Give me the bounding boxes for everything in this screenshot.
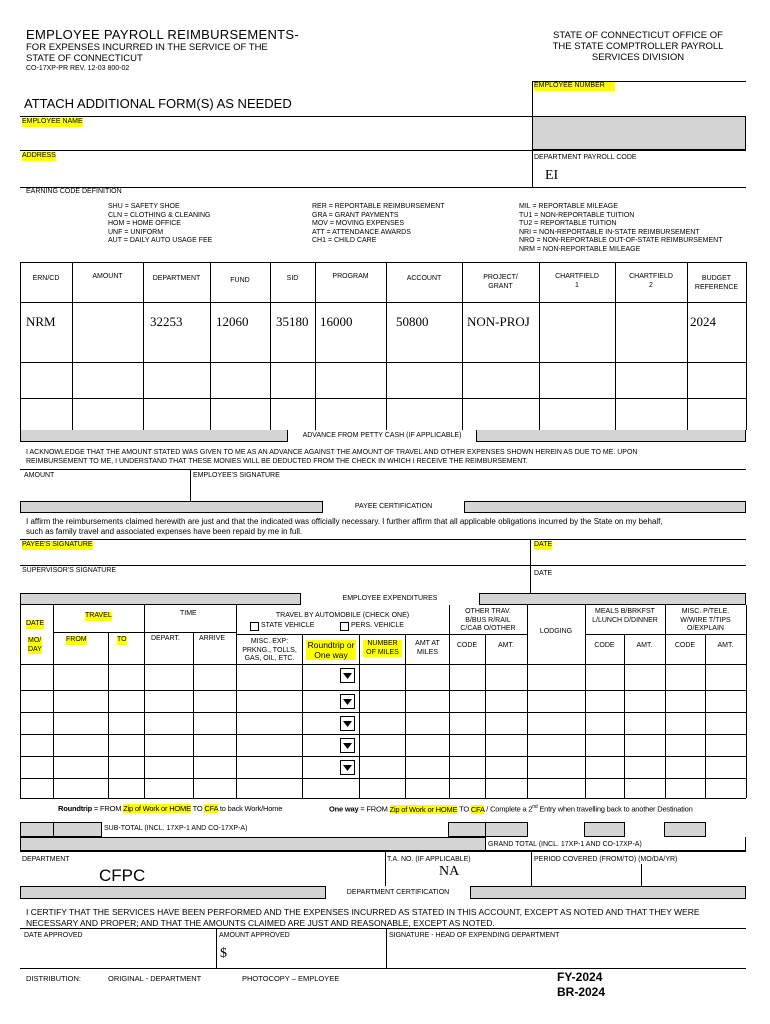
code-def: ATT = ATTENDANCE AWARDS: [312, 228, 411, 236]
misc-exp-header: MISC. EXP: PRKNG., TOLLS, GAS, OIL, ETC.: [242, 638, 297, 662]
chevron-down-icon: [343, 743, 352, 749]
other-amt-header: AMT.: [498, 642, 514, 649]
col-amount: AMOUNT: [92, 273, 123, 280]
office-line-1: STATE OF CONNECTICUT OFFICE OF: [553, 30, 723, 41]
subtotal-label: SUB-TOTAL (INCL. 17XP-1 AND CO-17XP-A): [104, 825, 248, 832]
auto-travel-header: TRAVEL BY AUTOMOBILE (CHECK ONE): [275, 612, 410, 619]
amount-approved-label: AMOUNT APPROVED: [219, 932, 290, 939]
travel-header: TRAVEL: [85, 612, 112, 619]
form-id: CO-17XP-PR REV. 12-03 800-02: [26, 65, 130, 72]
oneway-note-sup: nd: [532, 804, 538, 810]
col-chartfield-1: CHARTFIELD 1: [555, 273, 599, 289]
signature-head-label: SIGNATURE - HEAD OF EXPENDING DEPARTMENT: [389, 932, 560, 939]
photocopy-employee: PHOTOCOPY – EMPLOYEE: [242, 974, 340, 983]
earning-codes-col2: [312, 203, 445, 246]
col-budget-reference: BUDGET REFERENCE: [694, 275, 739, 291]
code-def: TU1 = NON-REPORTABLE TUITION: [519, 211, 635, 219]
meals-code-header: CODE: [594, 642, 615, 649]
oneway-note-g: Entry when travelling back to another Destination: [537, 804, 693, 814]
oneway-note-d: TO: [457, 804, 471, 814]
dept-cert-label: DEPARTMENT CERTIFICATION: [325, 886, 471, 899]
employee-name-label: EMPLOYEE NAME: [22, 118, 83, 125]
mo-day-header: MO/ DAY: [28, 637, 42, 653]
pers-vehicle-label: PERS. VEHICLE: [351, 622, 404, 629]
amt-at-miles-header: AMT AT MILES: [415, 640, 440, 656]
payee-signature-label: PAYEE'S SIGNATURE: [22, 541, 93, 548]
code-def: RER = REPORTABLE REIMBURSEMENT: [312, 203, 445, 210]
oneway-note-c: Zip of Work or HOME: [389, 804, 458, 814]
oneway-note-f: / Complete a 2: [484, 804, 533, 814]
program-value[interactable]: 16000: [320, 314, 353, 329]
roundtrip-oneway-header: Roundtrip or One way: [307, 640, 355, 660]
earning-code-label: EARNING CODE DEFINITION: [26, 188, 122, 195]
ack-line-1: I ACKNOWLEDGE THAT THE AMOUNT STATED WAS GIVEN TO ME AS AN ADVANCE AGAINST THE AMOUNT OF TRAVEL AND OTHER EXPENSES SHOWN HEREIN AS DUE TO ME. UPON: [26, 449, 638, 456]
form-title: EMPLOYEE PAYROLL REIMBURSEMENTS-: [26, 27, 300, 42]
col-sid: SID: [286, 275, 299, 282]
code-def: MIL = REPORTABLE MILEAGE: [519, 203, 618, 210]
roundtrip-note-f: to back Work/Home: [218, 804, 283, 813]
office-line-3: SERVICES DIVISION: [591, 52, 685, 63]
state-vehicle-label: STATE VEHICLE: [261, 622, 315, 629]
petty-cash-label: ADVANCE FROM PETTY CASH (IF APPLICABLE): [287, 430, 477, 442]
fund-value[interactable]: 12060: [216, 314, 249, 329]
col-fund: FUND: [230, 277, 250, 284]
payee-line-1: I affirm the reimbursements claimed herewith are just and that the indicated was officially necessary. I further affirm that all applicable obligations incurred by the State on my behalf,: [26, 517, 663, 526]
project-value[interactable]: NON-PROJ: [467, 314, 530, 329]
employee-number-label: EMPLOYEE NUMBER: [534, 82, 615, 91]
dept-payroll-code-value[interactable]: EI: [545, 168, 559, 183]
chevron-down-icon: [343, 699, 352, 705]
code-def: MOV = MOVING EXPENSES: [312, 220, 404, 227]
employee-name-shaded-field[interactable]: [532, 116, 746, 150]
col-department: DEPARTMENT: [152, 275, 201, 282]
department-label: DEPARTMENT: [22, 856, 70, 863]
code-def: CH1 = CHILD CARE: [312, 237, 377, 244]
code-def: UNF = UNIFORM: [108, 228, 164, 236]
ack-line-2: REIMBURSEMENT TO ME, I UNDERSTAND THAT THESE MONIES WILL BE DEDUCTED FROM THE CHECK IN WHICH I RECEIVE THE REIMBURSEMENT.: [26, 457, 528, 465]
meals-amt-header: AMT.: [636, 642, 653, 649]
roundtrip-oneway-dropdown[interactable]: [340, 716, 355, 731]
chevron-down-icon: [343, 721, 352, 727]
col-account: ACCOUNT: [406, 275, 442, 282]
col-ern-cd: ERN/CD: [32, 275, 60, 282]
grand-total-label: GRAND TOTAL (INCL. 17XP-1 AND CO-17XP-A): [488, 841, 642, 848]
state-vehicle-checkbox[interactable]: [250, 622, 259, 631]
chevron-down-icon: [343, 673, 352, 679]
roundtrip-oneway-dropdown[interactable]: [340, 694, 355, 709]
attach-note: ATTACH ADDITIONAL FORM(S) AS NEEDED: [24, 96, 292, 111]
cert-line-2: NECESSARY AND PROPER; AND THAT THE AMOUNTS CLAIMED ARE JUST AND REASONABLE, EXCEPT AS NOTED.: [26, 917, 495, 928]
time-header: TIME: [180, 610, 197, 617]
earning-codes-col1: [108, 203, 212, 246]
other-trav-header: OTHER TRAV. B/BUS R/RAIL C/CAB O/OTHER: [460, 608, 516, 632]
code-def: GRA = GRANT PAYMENTS: [312, 211, 399, 219]
roundtrip-note-e: CFA: [204, 804, 218, 813]
code-def: TU2 = REPORTABLE TUITION: [519, 220, 617, 227]
office-line-2: THE STATE COMPTROLLER PAYROLL: [552, 41, 724, 52]
budget-ref-value[interactable]: 2024: [690, 314, 716, 329]
department-value[interactable]: 32253: [150, 314, 183, 329]
code-def: HOM = HOME OFFICE: [108, 220, 181, 227]
roundtrip-oneway-dropdown[interactable]: [340, 738, 355, 753]
misc-code-header: CODE: [674, 642, 696, 649]
dept-payroll-code-label: DEPARTMENT PAYROLL CODE: [534, 154, 637, 161]
number-of-miles-header: NUMBER OF MILES: [363, 640, 402, 657]
code-def: AUT = DAILY AUTO USAGE FEE: [108, 237, 213, 244]
oneway-note-e: CFA: [470, 804, 485, 814]
lodging-header: LODGING: [539, 628, 573, 635]
supervisor-signature-label: SUPERVISOR'S SIGNATURE: [22, 567, 117, 574]
sid-value[interactable]: 35180: [276, 314, 309, 329]
date-approved-label: DATE APPROVED: [24, 932, 83, 939]
employee-signature-label: EMPLOYEE'S SIGNATURE: [193, 472, 280, 479]
depart-header: DEPART.: [151, 635, 180, 642]
supervisor-date-label: DATE: [534, 570, 553, 577]
br-label: BR-2024: [557, 985, 606, 999]
oneway-note-a: One way: [329, 804, 359, 814]
roundtrip-note-d: TO: [190, 804, 205, 813]
code-def: SHU = SAFETY SHOE: [108, 203, 180, 210]
date-header: DATE: [26, 620, 45, 627]
roundtrip-oneway-dropdown[interactable]: [340, 760, 355, 775]
original-department: ORIGINAL - DEPARTMENT: [108, 974, 202, 983]
earning-codes-col3: [519, 203, 722, 254]
ern-cd-value[interactable]: NRM: [26, 314, 56, 329]
col-chartfield-2: CHARTFIELD 2: [629, 273, 673, 289]
payee-cert-label: PAYEE CERTIFICATION: [322, 501, 465, 513]
roundtrip-note-b: = FROM: [92, 804, 124, 813]
to-header: TO: [117, 636, 127, 643]
form-subtitle: FOR EXPENSES INCURRED IN THE SERVICE OF THE: [26, 42, 268, 53]
meals-header: MEALS B/BRKFST L/LUNCH D/DINNER: [592, 608, 658, 624]
expenditures-label: EMPLOYEE EXPENDITURES: [300, 593, 480, 605]
misc-ptele-header: MISC. P/TELE. W/WIRE T/TIPS O/EXPLAIN: [680, 608, 731, 632]
other-code-header: CODE: [456, 642, 478, 649]
payee-text: [26, 517, 746, 537]
roundtrip-note-c: Zip of Work or HOME: [123, 804, 191, 813]
roundtrip-oneway-dropdown[interactable]: [340, 668, 355, 683]
code-def: NRM = NON-REPORTABLE MILEAGE: [519, 245, 641, 253]
pers-vehicle-checkbox[interactable]: [340, 622, 349, 631]
misc-amt-header: AMT.: [717, 642, 734, 649]
arrive-header: ARRIVE: [199, 635, 226, 642]
petty-cash-ack: [26, 449, 746, 466]
form-subtitle-2: STATE OF CONNECTICUT: [26, 53, 143, 64]
chevron-down-icon: [343, 765, 352, 771]
amount-approved-symbol[interactable]: $: [220, 946, 227, 961]
distribution-label: DISTRIBUTION:: [26, 974, 82, 983]
col-program: PROGRAM: [332, 273, 369, 280]
code-def: NRO = NON-REPORTABLE OUT-OF-STATE REIMBURSEMENT: [519, 237, 723, 244]
col-project-grant: PROJECT/ GRANT: [483, 274, 518, 290]
cert-text: [26, 907, 746, 928]
ta-no-value[interactable]: NA: [439, 864, 460, 879]
period-covered-label: PERIOD COVERED (FROM/TO) (MO/DA/YR): [534, 856, 678, 863]
oneway-note-b: = FROM: [358, 804, 390, 814]
roundtrip-note: [58, 804, 282, 813]
petty-amount-label: AMOUNT: [24, 472, 55, 479]
oneway-note: [329, 804, 693, 814]
fy-label: FY-2024: [557, 970, 603, 984]
roundtrip-note-a: Roundtrip: [58, 804, 93, 813]
cert-line-1: I CERTIFY THAT THE SERVICES HAVE BEEN PERFORMED AND THE EXPENSES INCURRED AS STATED IN THIS ACCOUNT, EXCEPT AS NOTED AND THAT THEY WERE: [26, 907, 700, 917]
payee-date-label: DATE: [534, 541, 553, 548]
account-value[interactable]: 50800: [396, 314, 429, 329]
code-def: CLN = CLOTHING & CLEANING: [108, 211, 211, 219]
from-header: FROM: [66, 636, 87, 643]
payee-line-2: such as family travel and associated expenses have been repaid by me in full.: [26, 527, 303, 536]
address-label: ADDRESS: [22, 152, 56, 159]
code-def: NRI = NON-REPORTABLE IN-STATE REIMBURSEMENT: [519, 228, 700, 236]
ta-no-label: T.A. NO. (IF APPLICABLE): [387, 856, 471, 863]
comptroller-office: [532, 30, 744, 63]
department-value[interactable]: CFPC: [99, 866, 146, 885]
